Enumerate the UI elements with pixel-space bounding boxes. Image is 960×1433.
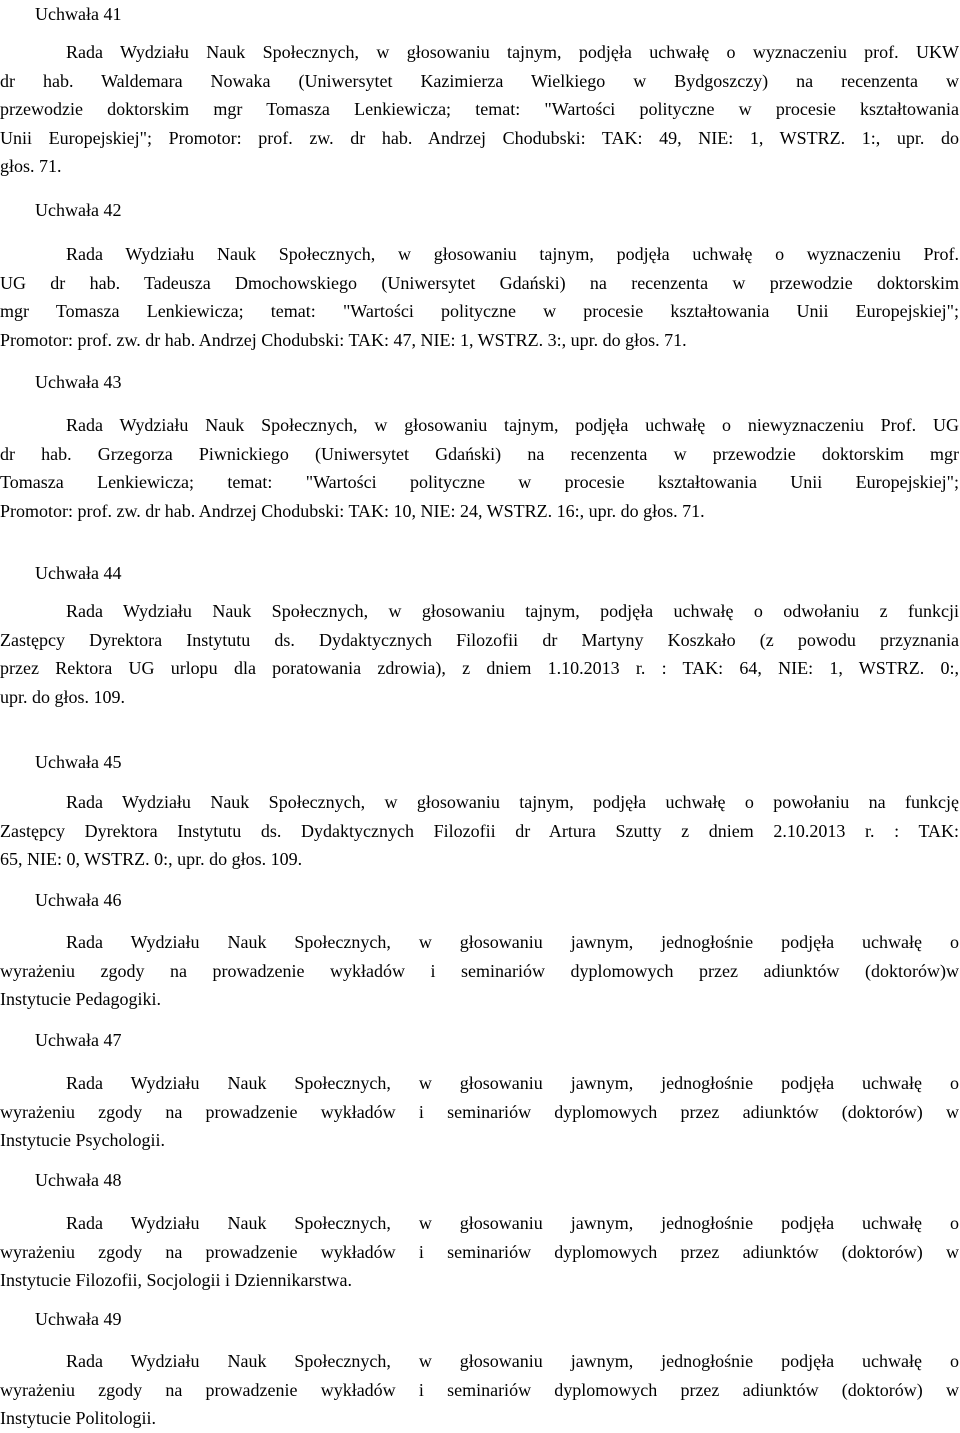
resolution-46-text <box>0 928 959 1014</box>
resolution-44-title: Uchwała 44 <box>35 563 122 583</box>
resolution-43-title: Uchwała 43 <box>35 372 122 392</box>
text-line: Rada Wydziału Nauk Społecznych, w głosowaniu jawnym, jednogłośnie podjęła uchwałę o <box>66 1073 959 1093</box>
resolution-43-text <box>0 411 959 525</box>
text-line: wyrażeniu zgody na prowadzenie wykładów i seminariów dyplomowych przez adiunktów (doktorów) w <box>0 1101 959 1122</box>
resolution-47-text <box>0 1069 959 1155</box>
text-line: Tomasza Lenkiewicza; temat: "Wartości polityczne w procesie kształtowania Unii Europejskiej"; <box>0 472 959 492</box>
text-line: UG dr hab. Tadeusza Dmochowskiego (Uniwersytet Gdański) na recenzenta w przewodzie doktorskim <box>0 272 959 293</box>
text-line: Rada Wydziału Nauk Społecznych, w głosowaniu jawnym, jednogłośnie podjęła uchwałę o <box>66 1213 959 1233</box>
text-line: Rada Wydziału Nauk Społecznych, w głosowaniu tajnym, podjęła uchwałę o wyznaczeniu Prof. <box>66 244 959 264</box>
text-line: Rada Wydziału Nauk Społecznych, w głosowaniu tajnym, podjęła uchwałę o powołaniu na funkcję <box>66 792 959 812</box>
resolution-48-text <box>0 1209 959 1295</box>
resolution-49-text <box>0 1347 959 1433</box>
text-line: dr hab. Waldemara Nowaka (Uniwersytet Kazimierza Wielkiego w Bydgoszczy) na recenzenta w <box>0 70 959 91</box>
text-line: Instytucie Politologii. <box>0 1408 156 1428</box>
text-line: przewodzie doktorskim mgr Tomasza Lenkiewicza; temat: "Wartości polityczne w procesie kształtowania <box>0 99 959 119</box>
text-line: Zastępcy Dyrektora Instytutu ds. Dydaktycznych Filozofii dr Artura Szutty z dniem 2.10.2013 r. : TAK: <box>0 820 959 841</box>
text-line: Promotor: prof. zw. dr hab. Andrzej Chodubski: TAK: 47, NIE: 1, WSTRZ. 3:, upr. do głos. 71. <box>0 329 687 350</box>
resolution-45-text <box>0 788 959 874</box>
resolution-45-title: Uchwała 45 <box>35 752 122 772</box>
text-line: wyrażeniu zgody na prowadzenie wykładów i seminariów dyplomowych przez adiunktów (doktorów) w <box>0 1241 959 1262</box>
text-line: przez Rektora UG urlopu dla poratowania zdrowia), z dniem 1.10.2013 r. : TAK: 64, NIE: 1, WSTRZ. 0:, <box>0 658 959 678</box>
text-line: głos. 71. <box>0 156 62 176</box>
resolution-48-title: Uchwała 48 <box>35 1170 122 1190</box>
text-line: Unii Europejskiej"; Promotor: prof. zw. dr hab. Andrzej Chodubski: TAK: 49, NIE: 1, WSTRZ. 1:, upr. do <box>0 127 959 148</box>
text-line: Rada Wydziału Nauk Społecznych, w głosowaniu tajnym, podjęła uchwałę o odwołaniu z funkcji <box>66 601 959 621</box>
text-line: Rada Wydziału Nauk Społecznych, w głosowaniu jawnym, jednogłośnie podjęła uchwałę o <box>66 932 959 952</box>
resolution-41-text <box>0 38 959 181</box>
resolution-46-title: Uchwała 46 <box>35 890 122 910</box>
text-line: Rada Wydziału Nauk Społecznych, w głosowaniu jawnym, jednogłośnie podjęła uchwałę o <box>66 1351 959 1371</box>
resolution-47-title: Uchwała 47 <box>35 1030 122 1050</box>
resolution-42-title: Uchwała 42 <box>35 200 122 220</box>
text-line: dr hab. Grzegorza Piwnickiego (Uniwersytet Gdański) na recenzenta w przewodzie doktorskim mgr <box>0 443 959 464</box>
text-line: Rada Wydziału Nauk Społecznych, w głosowaniu tajnym, podjęła uchwałę o niewyznaczeniu Prof. UG <box>66 415 959 435</box>
text-line: wyrażeniu zgody na prowadzenie wykładów i seminariów dyplomowych przez adiunktów (doktorów) w <box>0 1379 959 1400</box>
text-line: upr. do głos. 109. <box>0 686 126 707</box>
text-line: Rada Wydziału Nauk Społecznych, w głosowaniu tajnym, podjęła uchwałę o wyznaczeniu prof. UKW <box>66 42 959 62</box>
resolution-49-title: Uchwała 49 <box>35 1309 122 1329</box>
resolution-42-text <box>0 240 959 354</box>
resolution-44-text <box>0 597 959 711</box>
text-line: Promotor: prof. zw. dr hab. Andrzej Chodubski: TAK: 10, NIE: 24, WSTRZ. 16:, upr. do głos. 71. <box>0 500 705 521</box>
text-line: 65, NIE: 0, WSTRZ. 0:, upr. do głos. 109. <box>0 849 303 869</box>
text-line: Zastępcy Dyrektora Instytutu ds. Dydaktycznych Filozofii dr Martyny Koszkało (z powodu przyznania <box>0 629 959 650</box>
text-line: Instytucie Filozofii, Socjologii i Dziennikarstwa. <box>0 1270 352 1290</box>
text-line: mgr Tomasza Lenkiewicza; temat: "Wartości polityczne w procesie kształtowania Unii Europejskiej"; <box>0 301 959 321</box>
text-line: wyrażeniu zgody na prowadzenie wykładów i seminariów dyplomowych przez adiunktów (doktorów)w <box>0 960 959 981</box>
text-line: Instytucie Pedagogiki. <box>0 989 161 1009</box>
text-line: Instytucie Psychologii. <box>0 1130 165 1150</box>
resolution-41-title: Uchwała 41 <box>35 4 122 24</box>
